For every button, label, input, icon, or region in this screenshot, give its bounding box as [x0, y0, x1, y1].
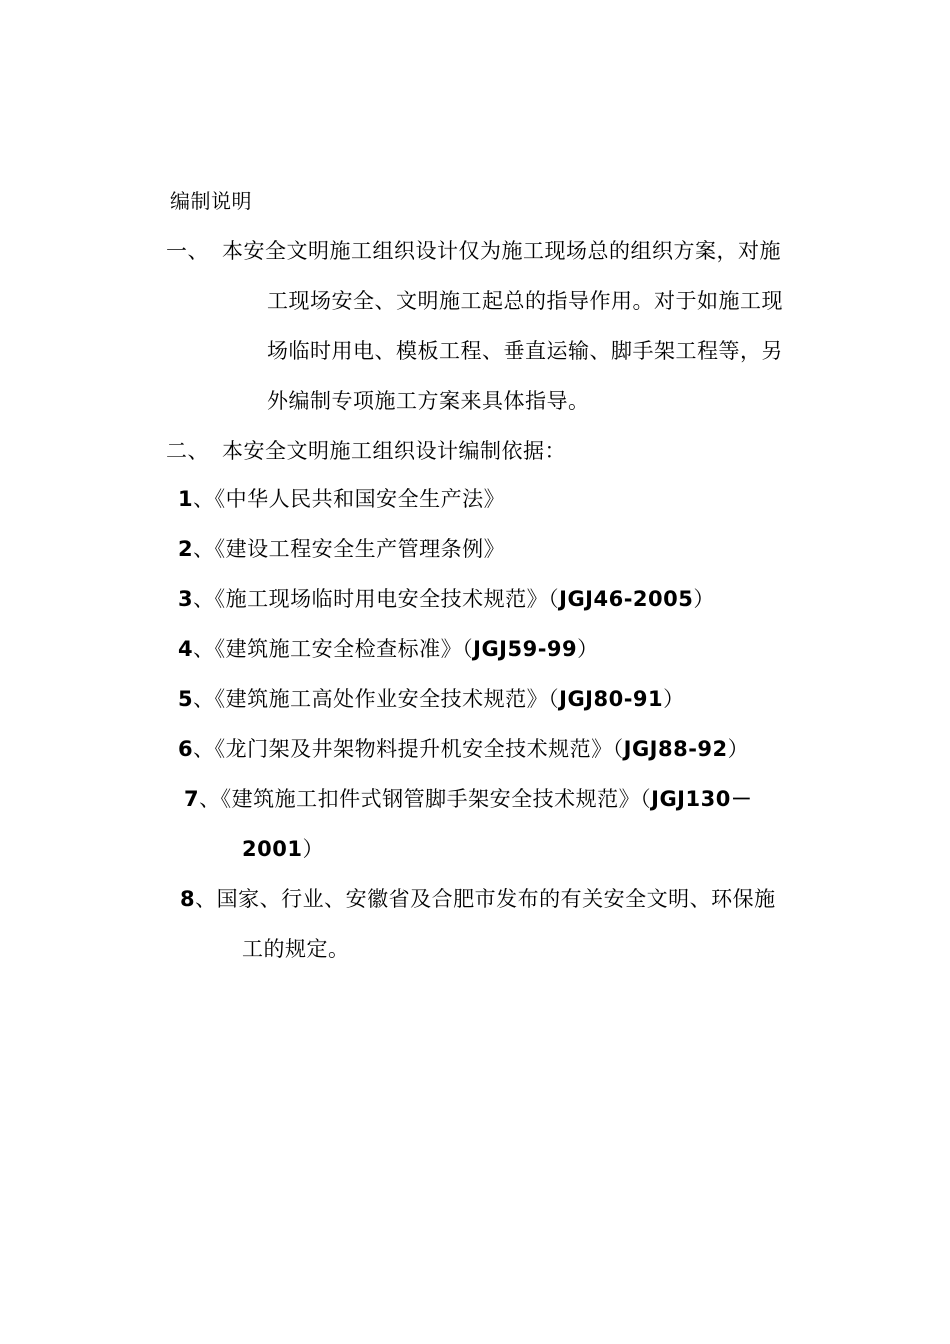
- reference-item-5: [178, 684, 685, 714]
- item-1-separator: 、: [193, 487, 215, 511]
- item-5-number: 5: [178, 687, 194, 711]
- item-2-separator: 、: [193, 537, 215, 561]
- section-1-text-line-2: 工现场安全、文明施工起总的指导作用。对于如施工现: [267, 289, 783, 313]
- item-5-code: JGJ80-91: [559, 687, 664, 711]
- item-4-code: JGJ59-99: [473, 637, 578, 661]
- item-1-number: 1: [178, 487, 194, 511]
- item-7-code-continuation: 2001: [242, 837, 303, 861]
- item-3-number: 3: [178, 587, 194, 611]
- reference-item-8-continuation: 工的规定。: [242, 937, 350, 961]
- item-1-text: 《中华人民共和国安全生产法》: [214, 487, 506, 511]
- item-7-code: JGJ130－: [651, 787, 753, 811]
- item-6-text: 《龙门架及井架物料提升机安全技术规范》（: [214, 737, 624, 761]
- document-title: 编制说明: [170, 189, 252, 213]
- reference-item-4: [178, 634, 599, 664]
- reference-item-6: [178, 734, 749, 764]
- item-3-code: JGJ46-2005: [559, 587, 694, 611]
- item-6-number: 6: [178, 737, 194, 761]
- reference-item-8: [180, 884, 776, 914]
- item-6-code: JGJ88-92: [623, 737, 728, 761]
- section-1-text-line-4: 外编制专项施工方案来具体指导。: [267, 389, 590, 413]
- item-4-number: 4: [178, 637, 194, 661]
- item-8-text: 国家、行业、安徽省及合肥市发布的有关安全文明、环保施: [216, 887, 776, 911]
- item-2-text: 《建设工程安全生产管理条例》: [214, 537, 506, 561]
- item-6-close: ）: [727, 737, 750, 761]
- item-3-separator: 、: [193, 587, 215, 611]
- item-8-separator: 、: [195, 887, 217, 911]
- item-5-close: ）: [663, 687, 685, 711]
- section-2-marker: 二、: [166, 439, 209, 463]
- section-2-first-line: [166, 436, 566, 466]
- section-1-marker: 一、: [166, 239, 209, 263]
- item-4-close: ）: [577, 637, 599, 661]
- item-5-separator: 、: [193, 687, 215, 711]
- item-7-number: 7: [184, 787, 200, 811]
- item-5-text: 《建筑施工高处作业安全技术规范》（: [214, 687, 560, 711]
- item-7-close: ）: [302, 837, 324, 861]
- section-1-first-line: [166, 236, 781, 266]
- reference-item-7-continuation: [242, 834, 324, 864]
- section-1-text-line-3: 场临时用电、模板工程、垂直运输、脚手架工程等，另: [267, 339, 783, 363]
- item-6-separator: 、: [193, 737, 215, 761]
- reference-item-3: [178, 584, 715, 614]
- section-2-text-line-1: 本安全文明施工组织设计编制依据：: [222, 439, 566, 463]
- item-7-text: 《建筑施工扣件式钢管脚手架安全技术规范》（: [220, 787, 652, 811]
- reference-item-7: [184, 784, 752, 814]
- item-3-close: ）: [693, 587, 715, 611]
- item-3-text: 《施工现场临时用电安全技术规范》（: [214, 587, 560, 611]
- item-7-separator: 、: [199, 787, 221, 811]
- item-4-separator: 、: [193, 637, 215, 661]
- reference-item-1: [178, 484, 505, 514]
- reference-item-2: [178, 534, 505, 564]
- item-8-number: 8: [180, 887, 196, 911]
- section-1-text-line-1: 本安全文明施工组织设计仅为施工现场总的组织方案，对施: [222, 239, 781, 263]
- item-2-number: 2: [178, 537, 194, 561]
- item-4-text: 《建筑施工安全检查标准》（: [214, 637, 474, 661]
